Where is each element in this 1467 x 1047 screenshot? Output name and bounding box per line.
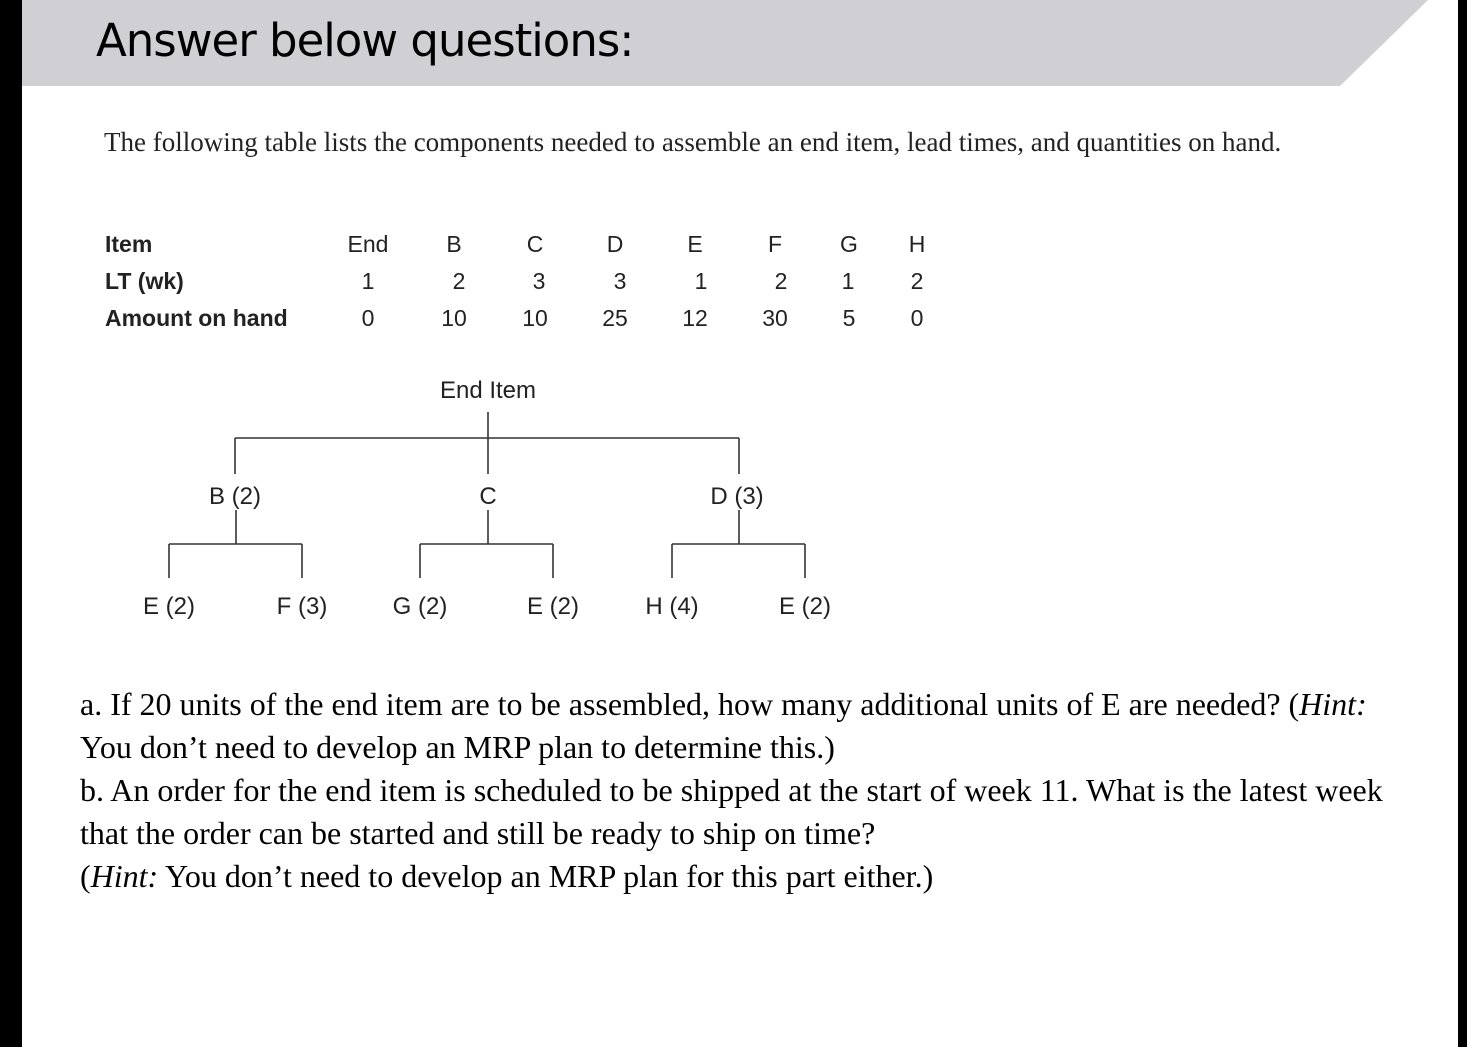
question-a-hint-label: Hint: — [1299, 686, 1367, 722]
table-cell-item: C — [526, 231, 544, 257]
table-cell-on-hand: 30 — [762, 305, 788, 331]
table-cell-item: H — [908, 231, 926, 257]
question-b-hint — [80, 855, 1400, 898]
table-cell-on-hand: 5 — [842, 305, 856, 331]
table-cell-on-hand: 10 — [441, 305, 467, 331]
question-b-hint-label: Hint: — [90, 858, 159, 894]
question-b-hint-text: You don’t need to develop an MRP plan for this part either.) — [158, 858, 934, 894]
row-label-item: Item — [105, 231, 153, 257]
table-cell-lt: 3 — [613, 268, 627, 294]
question-a — [80, 683, 1400, 769]
table-cell-lt: 1 — [694, 268, 708, 294]
table-cell-lt: 2 — [910, 268, 924, 294]
tree-node-b: B (2) — [208, 483, 262, 510]
tree-node-h: H (4) — [645, 593, 699, 620]
table-cell-item: D — [606, 231, 624, 257]
tree-node-end-item: End Item — [439, 377, 537, 404]
table-cell-lt: 2 — [452, 268, 466, 294]
table-cell-lt: 3 — [532, 268, 546, 294]
table-cell-on-hand: 12 — [682, 305, 708, 331]
table-cell-on-hand: 10 — [522, 305, 548, 331]
question-b-hint-open: ( — [80, 858, 91, 894]
tree-node-e-under-c: E (2) — [526, 593, 580, 620]
row-label-amount-on-hand: Amount on hand — [105, 305, 288, 331]
title-band — [22, 0, 1458, 86]
table-cell-item: E — [687, 231, 703, 257]
question-b — [80, 769, 1400, 855]
tree-node-f: F (3) — [276, 593, 328, 620]
table-cell-item: G — [840, 231, 858, 257]
tree-node-g: G (2) — [392, 593, 448, 620]
product-structure-tree — [22, 0, 1458, 700]
row-label-lead-time: LT (wk) — [105, 268, 184, 294]
tree-node-d: D (3) — [710, 483, 764, 510]
question-a-text: a. If 20 units of the end item are to be assembled, how many additional units of E are needed? ( — [80, 686, 1300, 722]
table-cell-lt: 2 — [774, 268, 788, 294]
slide — [22, 0, 1458, 1047]
question-b-text: b. An order for the end item is scheduled to be shipped at the start of week 11. What is the latest week that the order can be started and still be ready to ship on time? — [80, 772, 1383, 851]
table-cell-item: B — [446, 231, 462, 257]
question-a-hint-text: You don’t need to develop an MRP plan to determine this.) — [80, 729, 835, 765]
questions — [80, 683, 1400, 898]
table-cell-on-hand: 0 — [361, 305, 375, 331]
table-cell-on-hand: 25 — [602, 305, 628, 331]
table-cell-lt: 1 — [361, 268, 375, 294]
tree-node-e-under-b: E (2) — [142, 593, 196, 620]
table-cell-lt: 1 — [841, 268, 855, 294]
table-cell-item: End — [347, 231, 389, 257]
table-cell-item: F — [767, 231, 783, 257]
table-cell-on-hand: 0 — [910, 305, 924, 331]
tree-node-e-under-d: E (2) — [778, 593, 832, 620]
slide-title: Answer below questions: — [96, 14, 634, 67]
tree-node-c: C — [479, 483, 497, 510]
intro-paragraph: The following table lists the components needed to assemble an end item, lead times, and quantities on hand. — [104, 127, 1282, 157]
